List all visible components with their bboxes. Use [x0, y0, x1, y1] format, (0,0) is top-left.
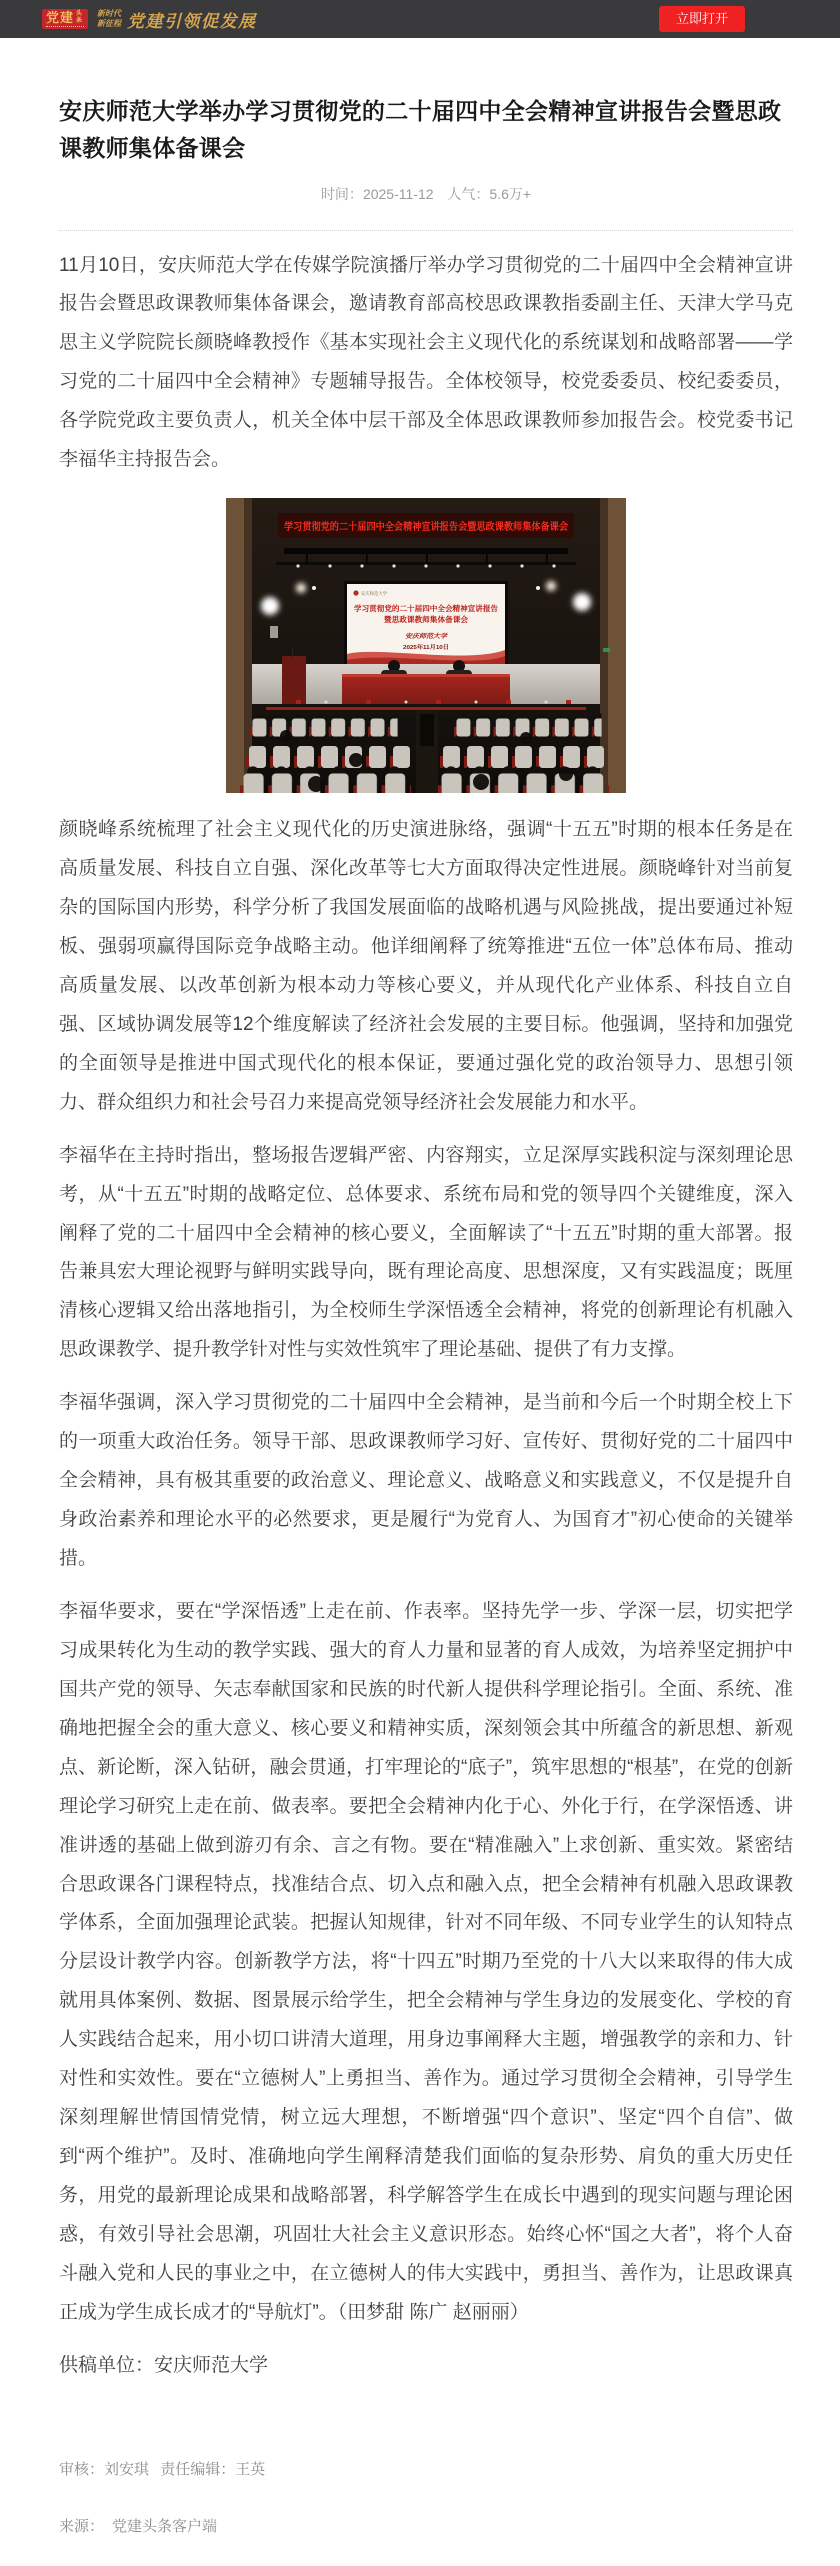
meta-time-label: 时间：	[320, 185, 363, 202]
led-banner-text: 学习贯彻党的二十届四中全会精神宣讲报告会暨思政课教师集体备课会	[284, 522, 594, 534]
meta-divider	[59, 230, 793, 231]
slide-title-line2: 暨思政课教师集体备课会	[384, 615, 469, 625]
slogan-small-text	[97, 9, 121, 28]
slogan-main-text: 党建引领促发展	[127, 11, 257, 31]
article-paragraph: 颜晓峰系统梳理了社会主义现代化的历史演进脉络，强调“十五五”时期的根本任务是在高质量发展、科技自立自强、深化改革等七大方面取得决定性进展。颜晓峰针对当前复杂的国际国内形势，科学分析了我国发展面临的战略机遇与风险挑战，提出要通过补短板、强弱项赢得国际竞争战略主动。他详细阐释了统筹推进“五位一体”总体布局、推动高质量发展、以改革创新为根本动力等核心要义，并从现代化产业体系、科技自立自强、区域协调发展等12个维度解读了经济社会发展的主要目标。他强调，坚持和加强党的全面领导是推进中国式现代化的根本保证，要通过强化党的政治领导力、思想引领力、群众组织力和社会号召力来提高党领导经济社会发展能力和水平。	[59, 819, 793, 1113]
editor-value: 王英	[235, 2460, 266, 2478]
slide-org-text: 安庆师范大学	[405, 633, 443, 641]
app-logo[interactable]	[42, 7, 257, 32]
brand-sub-text: 头条	[76, 10, 83, 24]
source-value: 党建头条客户端	[112, 2517, 218, 2535]
article-title: 安庆师范大学举办学习贯彻党的二十届四中全会精神宣讲报告会暨思政课教师集体备课会	[59, 98, 782, 162]
review-label: 审核：	[59, 2460, 105, 2478]
article-paragraph: 李福华要求，要在“学深悟透”上走在前、作表率。坚持先学一步、学深一层，切实把学习成果转化为生动的教学实践、强大的育人力量和显著的育人成效，为培养坚定拥护中国共产党的领导、矢志奉献国家和民族的时代新人提供科学理论指引。全面、系统、准确地把握全会的重大意义、核心要义和精神实质，深刻领会其中所蕴含的新思想、新观点、新论断，深入钻研，融会贯通，打牢理论的“底子”，筑牢思想的“根基”，在党的创新理论学习研究上走在前、做表率。要把全会精神内化于心、外化于行，在学深悟透、讲准讲透的基础上做到游刃有余、言之有物。要在“精准融入”上求创新、重实效。紧密结合思政课各门课程特点，找准结合点、切入点和融入点，把全会精神有机融入思政课教学体系，全面加强理论武装。把握认知规律，针对不同年级、不同专业学生的认知特点分层设计教学内容。创新教学方法，将“十四五”时期乃至党的十八大以来取得的伟大成就用具体案例、数据、图景展示给学生，把全会精神与学生身边的发展变化、学校的育人实践结合起来，用小切口讲清大道理，用身边事阐释大主题，增强教学的亲和力、针对性和实效性。要在“立德树人”上勇担当、善作为。通过学习贯彻全会精神，引导学生深刻理解世情国情党情，树立远大理想，不断增强“四个意识”、坚定“四个自信”、做到“两个维护”。及时、准确地向学生阐释清楚我们面临的复杂形势、肩负的重大历史任务，用党的最新理论成果和战略部署，科学解答学生在成长中遇到的现实问题与理论困惑，有效引导社会思潮，巩固壮大社会主义意识形态。始终心怀“国之大者”，将个人奋斗融入党和人民的事业之中，在立德树人的伟大实践中，勇担当、善作为，让思政课真正成为学生成长成才的“导航灯”。（田梦甜 陈广 赵丽丽）	[59, 1600, 793, 2323]
app-download-banner	[0, 0, 840, 38]
brand-logo-box	[42, 9, 88, 30]
article-paragraph: 李福华强调，深入学习贯彻党的二十届四中全会精神，是当前和今后一个时期全校上下的一项重大政治任务。领导干部、思政课教师学习好、宣传好、贯彻好党的二十届四中全会精神，具有极其重要的政治意义、理论意义、战略意义和实践意义，不仅是提升自身政治素养和理论水平的必然要求，更是履行“为党育人、为国育才”初心使命的关键举措。	[59, 1392, 793, 1569]
article-paragraph: 李福华在主持时指出，整场报告逻辑严密、内容翔实，立足深厚实践积淀与深刻理论思考，从“十五五”时期的战略定位、总体要求、系统布局和党的领导四个关键维度，深入阐释了党的二十届四中全会精神的核心要义，全面解读了“十五五”时期的重大部署。报告兼具宏大理论视野与鲜明实践导向，既有理论高度、思想深度，又有实践温度；既厘清核心逻辑又给出落地指引，为全校师生学深悟透全会精神，将党的创新理论有机融入思政课教学、提升教学针对性与实效性筑牢了理论基础、提供了有力支撑。	[59, 1144, 793, 1361]
article-photo[interactable]	[226, 498, 626, 793]
article-contributor-line: 供稿单位：安庆师范大学	[59, 2354, 269, 2376]
slide-date-text: 2025年11月10日	[403, 645, 445, 652]
review-editor-line	[59, 2458, 793, 2479]
audience	[240, 710, 609, 793]
meta-views-label: 人气：	[447, 185, 490, 202]
led-banner	[278, 513, 594, 538]
article-paragraph: 11月10日，安庆师范大学在传媒学院演播厅举办学习贯彻党的二十届四中全会精神宣讲报告会暨思政课教师集体备课会，邀请教育部高校思政课教指委副主任、天津大学马克思主义学院院长颜晓峰教授作《基本实现社会主义现代化的系统谋划和战略部署——学习党的二十届四中全会精神》专题辅导报告。全体校领导，校党委委员、校纪委委员，各学院党政主要负责人，机关全体中层干部及全体思政课教师参加报告会。校党委书记李福华主持报告会。	[59, 254, 793, 471]
article-meta	[59, 184, 793, 204]
article	[59, 93, 793, 2566]
brand-main-text: 党建	[46, 10, 75, 25]
source-line	[59, 2515, 793, 2536]
meta-time-value: 2025-11-12	[362, 185, 434, 202]
slide-title-line1: 学习贯彻党的二十届四中全会精神宣讲报告	[354, 604, 499, 614]
podium	[282, 648, 306, 706]
source-label: 来源：	[59, 2517, 105, 2535]
meta-views-value: 5.6万+	[489, 185, 532, 202]
conference-photo-scene	[226, 498, 626, 793]
slogan-small-line1: 新时代	[97, 9, 122, 19]
brand-logo-strip	[46, 26, 84, 27]
editor-label: 责任编辑：	[160, 2460, 236, 2478]
slide-logo-text: 安庆师范大学	[361, 591, 388, 597]
projection-screen	[344, 581, 508, 669]
slogan-small-line2: 新征程	[97, 19, 122, 28]
header-slogan	[97, 7, 257, 32]
review-value: 刘安琪	[104, 2460, 150, 2478]
article-credits	[59, 2458, 793, 2566]
open-app-button[interactable]: 立即打开	[659, 6, 745, 32]
